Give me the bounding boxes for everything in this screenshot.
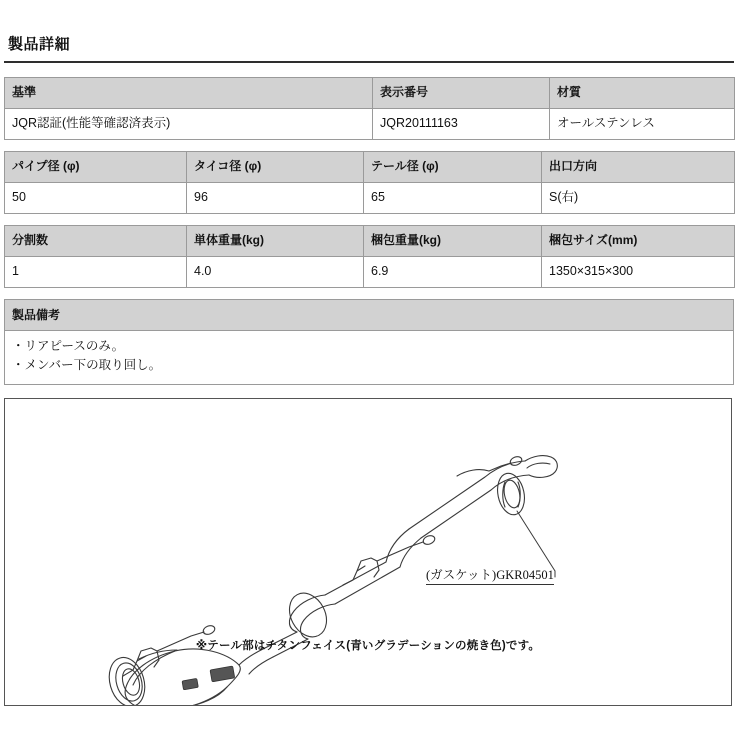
value-material: オールステンレス [550,109,735,140]
value-outlet-direction: S(右) [542,183,735,214]
page-title: 製品詳細 [8,36,71,53]
muffler-badge-small [182,678,198,689]
value-drum-diameter: 96 [187,183,364,214]
column-header-package-size: 梱包サイズ(mm) [542,226,735,257]
value-pipe-diameter: 50 [5,183,187,214]
table-row [5,331,734,385]
table-header-row [5,152,735,183]
value-standard: JQR認証(性能等確認済表示) [5,109,373,140]
column-header-remarks: 製品備考 [5,300,734,331]
remark-line-1: ・リアピースのみ。 [12,339,125,353]
value-tail-diameter: 65 [364,183,542,214]
hanger-rear-rod [457,469,489,475]
table-row [5,183,735,214]
tail-tip-outer [104,653,150,705]
column-header-split-count: 分割数 [5,226,187,257]
remark-line-2: ・メンバー下の取り回し。 [12,358,162,373]
column-header-standard: 基準 [5,78,373,109]
remarks-cell [5,331,734,385]
exhaust-system-diagram [5,399,731,705]
column-header-unit-weight: 単体重量(kg) [187,226,364,257]
hanger-mid-arm [377,542,423,561]
title-divider [4,61,734,63]
table-header-row [5,300,734,331]
table-header-row [5,78,735,109]
pipe-bend-bottom [400,538,421,567]
column-header-drum-diameter: タイコ径 (φ) [187,152,364,183]
title-block [4,0,734,63]
pipe-mid-top [325,562,386,595]
pipe-bend-top [386,529,409,562]
product-remarks-table [4,299,734,385]
gasket-leader-line [517,511,555,571]
table-row [5,257,735,288]
value-package-weight: 6.9 [364,257,542,288]
gasket-part-label: (ガスケット)GKR04501 [426,565,554,585]
value-package-size: 1350×315×300 [542,257,735,288]
spec-table-dimensions [4,151,735,214]
value-split-count: 1 [5,257,187,288]
column-header-material: 材質 [550,78,735,109]
column-header-display-number: 表示番号 [373,78,550,109]
resonator-bottom [301,604,335,639]
hanger-rear-arm [489,463,511,471]
diagram-caption: ※テール部はチタンフェイス(青いグラデーションの焼き色)です。 [195,639,541,652]
spec-table-certification [4,77,735,140]
product-image-frame [4,398,732,706]
table-header-row [5,226,735,257]
column-header-outlet-direction: 出口方向 [542,152,735,183]
muffler-badge-logo [210,666,235,682]
column-header-pipe-diameter: パイプ径 (φ) [5,152,187,183]
spec-table-weights [4,225,735,288]
value-unit-weight: 4.0 [187,257,364,288]
hanger-left-grommet [202,624,216,636]
pipe-into-muffler-bottom [249,657,273,674]
column-header-package-weight: 梱包重量(kg) [364,226,542,257]
column-header-tail-diameter: テール径 (φ) [364,152,542,183]
pipe-rear-flange-inner [527,463,550,468]
table-row [5,109,735,140]
gasket-outer-ring [494,471,528,517]
value-display-number: JQR20111163 [373,109,550,140]
gasket-thickness-right [518,482,520,507]
